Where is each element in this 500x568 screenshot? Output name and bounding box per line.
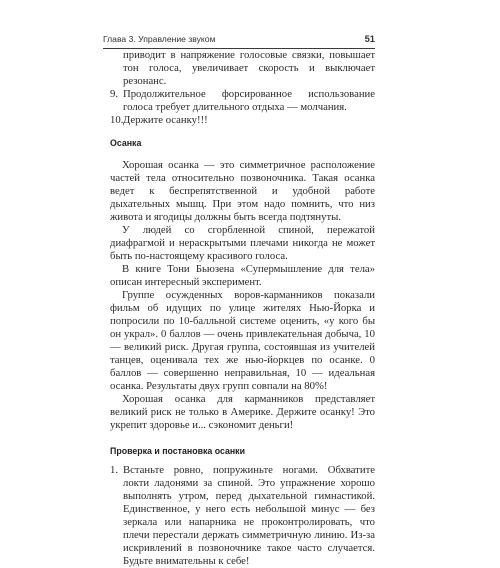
page-body: [110, 49, 375, 568]
running-header: [103, 34, 375, 47]
list-item-number: 10.: [110, 114, 124, 126]
list-item-text: Встаньте ровно, попружиньте ногами. Обхватите локти ладонями за спиной. Это упражнение хорошо выполнять утром, перед дыхательной гимнастикой. Единственное, у него есть небольшой минус — без зеркала или напарника не проконтролировать, что плечи перестали держать симметричную линию. Из-за искривлений в позвоночнике такое часто случается. Будьте внимательны к себе!: [123, 464, 375, 567]
list-item-continuation: приводит в напряжение голосовые связки, повышает тон голоса, увеличивает скорость и выключает резонанс.: [123, 49, 375, 87]
list-item-number: 1.: [110, 464, 119, 476]
paragraph: В книге Тони Бьюзена «Супермышление для тела» описан интересный эксперимент.: [110, 263, 375, 288]
page-number: 51: [364, 33, 375, 44]
list-item: [110, 88, 375, 114]
chapter-title: Глава 3. Управление звуком: [103, 34, 216, 44]
paragraph: Группе осужденных воров-карманников показали фильм об идущих по улице жителях Нью-Йорка и попросили по 10-балльной системе оценить, «у кого бы он украл». 0 баллов — очень привлекательная добыча, 10 — великий риск. Другая группа, состоявшая из учителей танцев, оценивала тех же нью-йоркцев по осанке. 0 баллов — совершенно неправильная, 10 — идеальная осанка. Результаты двух групп совпали на 80%!: [110, 289, 375, 392]
list-item-text: Держите осанку!!!: [123, 114, 208, 126]
paragraph: Хорошая осанка для карманников представляет великий риск не только в Америке. Держите осанку! Это укрепит здоровье и... сэкономит деньги!: [110, 393, 375, 431]
paragraph: У людей со сгорбленной спиной, пережатой диафрагмой и нераскрытыми плечами никогда не может быть по-настоящему красивого голоса.: [110, 224, 375, 262]
list-item-number: 9.: [110, 88, 119, 100]
paragraph: Хорошая осанка — это симметричное расположение частей тела относительно позвоночника. Такая осанка ведет к беспрепятственной и удобной работе дыхательных мышц. При этом надо помнить, что низ живота и ягодицы должны быть всегда подтянуты.: [110, 159, 375, 223]
list-item: [110, 114, 375, 127]
list-item: [110, 464, 375, 568]
section-heading-osanka: Осанка: [110, 138, 142, 148]
list-item-text: Продолжительное форсированное использование голоса требует длительного отдыха — молчания.: [123, 88, 375, 113]
section-heading-check: Проверка и постановка осанки: [110, 446, 245, 456]
